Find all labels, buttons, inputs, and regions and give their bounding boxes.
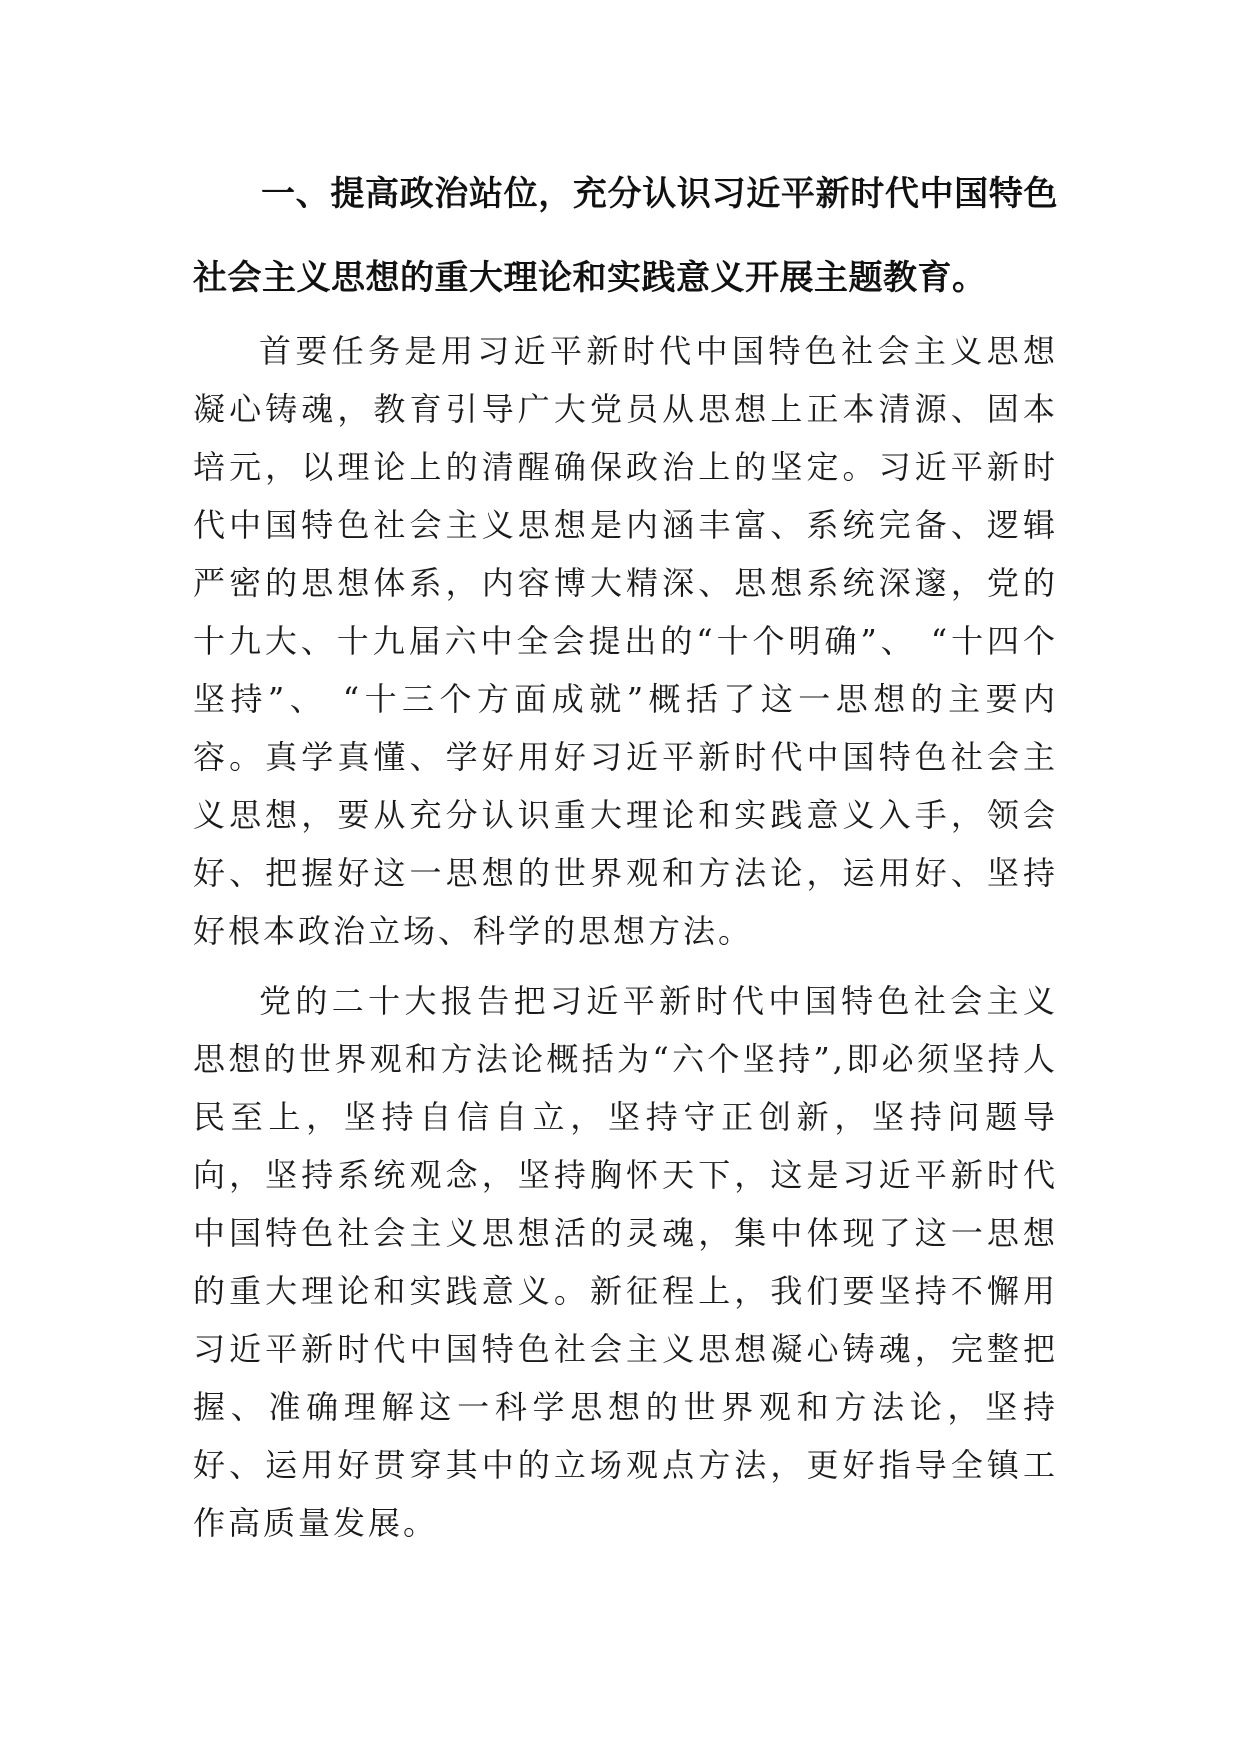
section-heading: 一、提高政治站位，充分认识习近平新时代中国特色社会主义思想的重大理论和实践意义开展主题教育。 xyxy=(193,174,1058,298)
paragraph-first: 首要任务是用习近平新时代中国特色社会主义思想凝心铸魂，教育引导广大党员从思想上正本清源、固本培元，以理论上的清醒确保政治上的坚定。习近平新时代中国特色社会主义思想是内涵丰富、系统完备、逻辑严密的思想体系，内容博大精深、思想系统深邃，党的十九大、十九届六中全会提出的“十个明确”、 “十四个坚持”、 “十三个方面成就”概括了这一思想的主要内容。真学真懂、学好用好习近平新时代中国特色社会主义思想，要从充分认识重大理论和实践意义入手，领会好、把握好这一思想的世界观和方法论，运用好、坚持好根本政治立场、科学的思想方法。 xyxy=(193,332,1058,950)
document-body xyxy=(193,152,1058,1552)
paragraph-second: 党的二十大报告把习近平新时代中国特色社会主义思想的世界观和方法论概括为“六个坚持”,即必须坚持人民至上，坚持自信自立，坚持守正创新，坚持问题导向，坚持系统观念，坚持胸怀天下，这是习近平新时代中国特色社会主义思想活的灵魂，集中体现了这一思想的重大理论和实践意义。新征程上，我们要坚持不懈用习近平新时代中国特色社会主义思想凝心铸魂，完整把握、准确理解这一科学思想的世界观和方法论，坚持好、运用好贯穿其中的立场观点方法，更好指导全镇工作高质量发展。 xyxy=(193,982,1058,1542)
